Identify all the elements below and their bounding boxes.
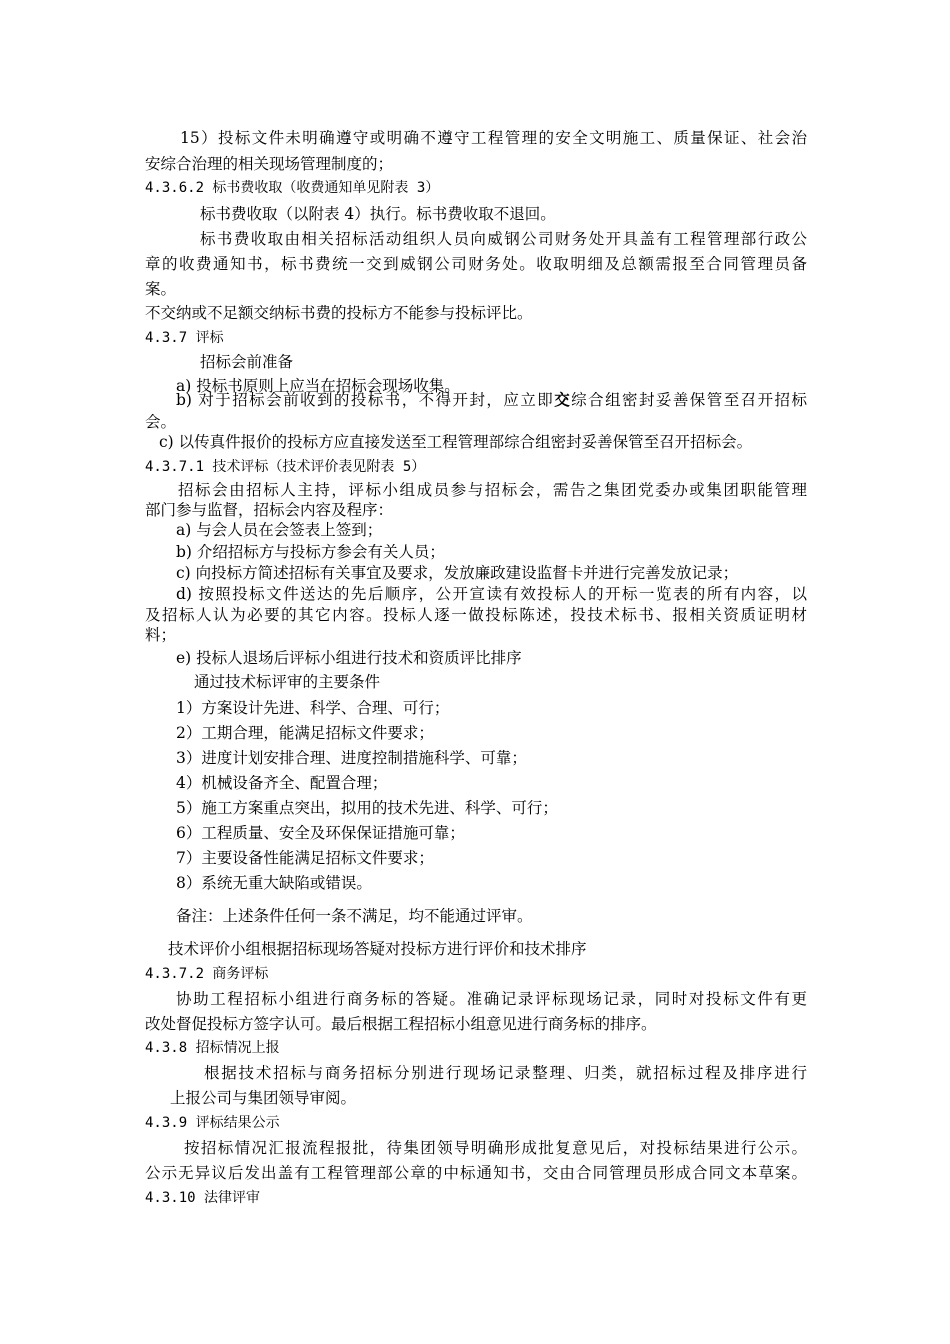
condition-item: 1）方案设计先进、科学、合理、可行； [176, 699, 450, 717]
pre-meeting-title: 招标会前准备 [200, 353, 294, 371]
procedure-d-line-1: d) 按照投标文件送达的先后顺序，公开宣读有效投标人的开标一览表的所有内容，以 [176, 585, 807, 603]
pre-meeting-item-b-continued: 会。 [145, 413, 177, 431]
procedure-a: a) 与会人员在会签表上签到； [176, 521, 383, 539]
condition-item: 7）主要设备性能满足招标文件要求； [176, 849, 434, 867]
procedure-d-line-2: 及招标人认为必要的其它内容。投标人逐一做投标陈述，投技术标书、报相关资质证明材 [145, 606, 807, 624]
heading-4362: 4.3.6.2 标书费收取（收费通知单见附表 3） [145, 180, 440, 196]
heading-437: 4.3.7 评标 [145, 330, 224, 346]
procedure-e: e) 投标人退场后评标小组进行技术和资质评比排序 [176, 649, 522, 667]
tech-paragraph-line-1: 招标会由招标人主持，评标小组成员参与招标会，需告之集团党委办或集团职能管理 [178, 481, 807, 499]
business-paragraph-line-1: 协助工程招标小组进行商务标的答疑。准确记录评标现场记录，同时对投标文件有更 [176, 990, 807, 1008]
pre-meeting-item-b-bold: 交 [554, 390, 572, 409]
condition-item: 3）进度计划安排合理、进度控制措施科学、可靠； [176, 749, 527, 767]
publicity-line-2: 公示无异议后发出盖有工程管理部公章的中标通知书，交由合同管理员形成合同文本草案。 [145, 1164, 807, 1182]
fee-paragraph-3: 不交纳或不足额交纳标书费的投标方不能参与投标评比。 [145, 304, 533, 322]
heading-4371: 4.3.7.1 技术评标（技术评价表见附表 5） [145, 459, 426, 475]
fee-paragraph-2-line-2: 章的收费通知书，标书费统一交到威钢公司财务处。收取明细及总额需报至合同管理员备 [145, 255, 807, 273]
condition-item: 4）机械设备齐全、配置合理； [176, 774, 388, 792]
pre-meeting-item-c: c) 以传真件报价的投标方应直接发送至工程管理部综合组密封妥善保管至召开招标会。 [159, 433, 753, 451]
conditions-title: 通过技术标评审的主要条件 [194, 673, 381, 691]
pre-meeting-item-b-part-1: b) 对于招标会前收到的投标书，不得开封，应立即 [176, 391, 555, 409]
pre-meeting-item-b-part-2: 综合组密封妥善保管至召开招标 [571, 391, 807, 409]
heading-439: 4.3.9 评标结果公示 [145, 1115, 280, 1131]
procedure-c: c) 向投标方简述招标有关事宜及要求，发放廉政建设监督卡并进行完善发放记录； [176, 564, 739, 582]
note: 备注：上述条件任何一条不满足，均不能通过评审。 [176, 907, 533, 925]
condition-item: 6）工程质量、安全及环保保证措施可靠； [176, 824, 465, 842]
publicity-line-1: 按招标情况汇报流程报批，待集团领导明确形成批复意见后，对投标结果进行公示。 [184, 1139, 807, 1157]
business-paragraph-line-2: 改处督促投标方签字认可。最后根据工程招标小组意见进行商务标的排序。 [145, 1015, 657, 1033]
heading-438: 4.3.8 招标情况上报 [145, 1040, 280, 1056]
fee-paragraph-2-line-3: 案。 [145, 280, 177, 298]
tech-ranking: 技术评价小组根据招标现场答疑对投标方进行评价和技术排序 [168, 940, 587, 958]
report-line-2: 上报公司与集团领导审阅。 [170, 1089, 357, 1107]
fee-paragraph-1: 标书费收取（以附表 4）执行。标书费收取不退回。 [200, 205, 556, 223]
fee-paragraph-2-line-1: 标书费收取由相关招标活动组织人员向威钢公司财务处开具盖有工程管理部行政公 [200, 230, 807, 248]
report-line-1: 根据技术招标与商务招标分别进行现场记录整理、归类，就招标过程及排序进行 [204, 1064, 807, 1082]
procedure-d-line-3: 料； [145, 626, 177, 644]
heading-4310: 4.3.10 法律评审 [145, 1190, 261, 1206]
condition-item: 2）工期合理，能满足招标文件要求； [176, 724, 434, 742]
procedure-b: b) 介绍招标方与投标方参会有关人员； [176, 543, 445, 561]
condition-item: 8）系统无重大缺陷或错误。 [176, 874, 372, 892]
item-15-line-2: 安综合治理的相关现场管理制度的； [145, 155, 394, 173]
condition-item: 5）施工方案重点突出，拟用的技术先进、科学、可行； [176, 799, 558, 817]
pre-meeting-item-a: a) 投标书原则上应当在招标会现场收集。 [176, 377, 460, 395]
heading-4372: 4.3.7.2 商务评标 [145, 966, 269, 982]
pre-meeting-item-b [176, 389, 807, 411]
item-15-line-1: 15）投标文件未明确遵守或明确不遵守工程管理的安全文明施工、质量保证、社会治 [180, 129, 807, 147]
tech-paragraph-line-2: 部门参与监督，招标会内容及程序： [145, 501, 394, 519]
